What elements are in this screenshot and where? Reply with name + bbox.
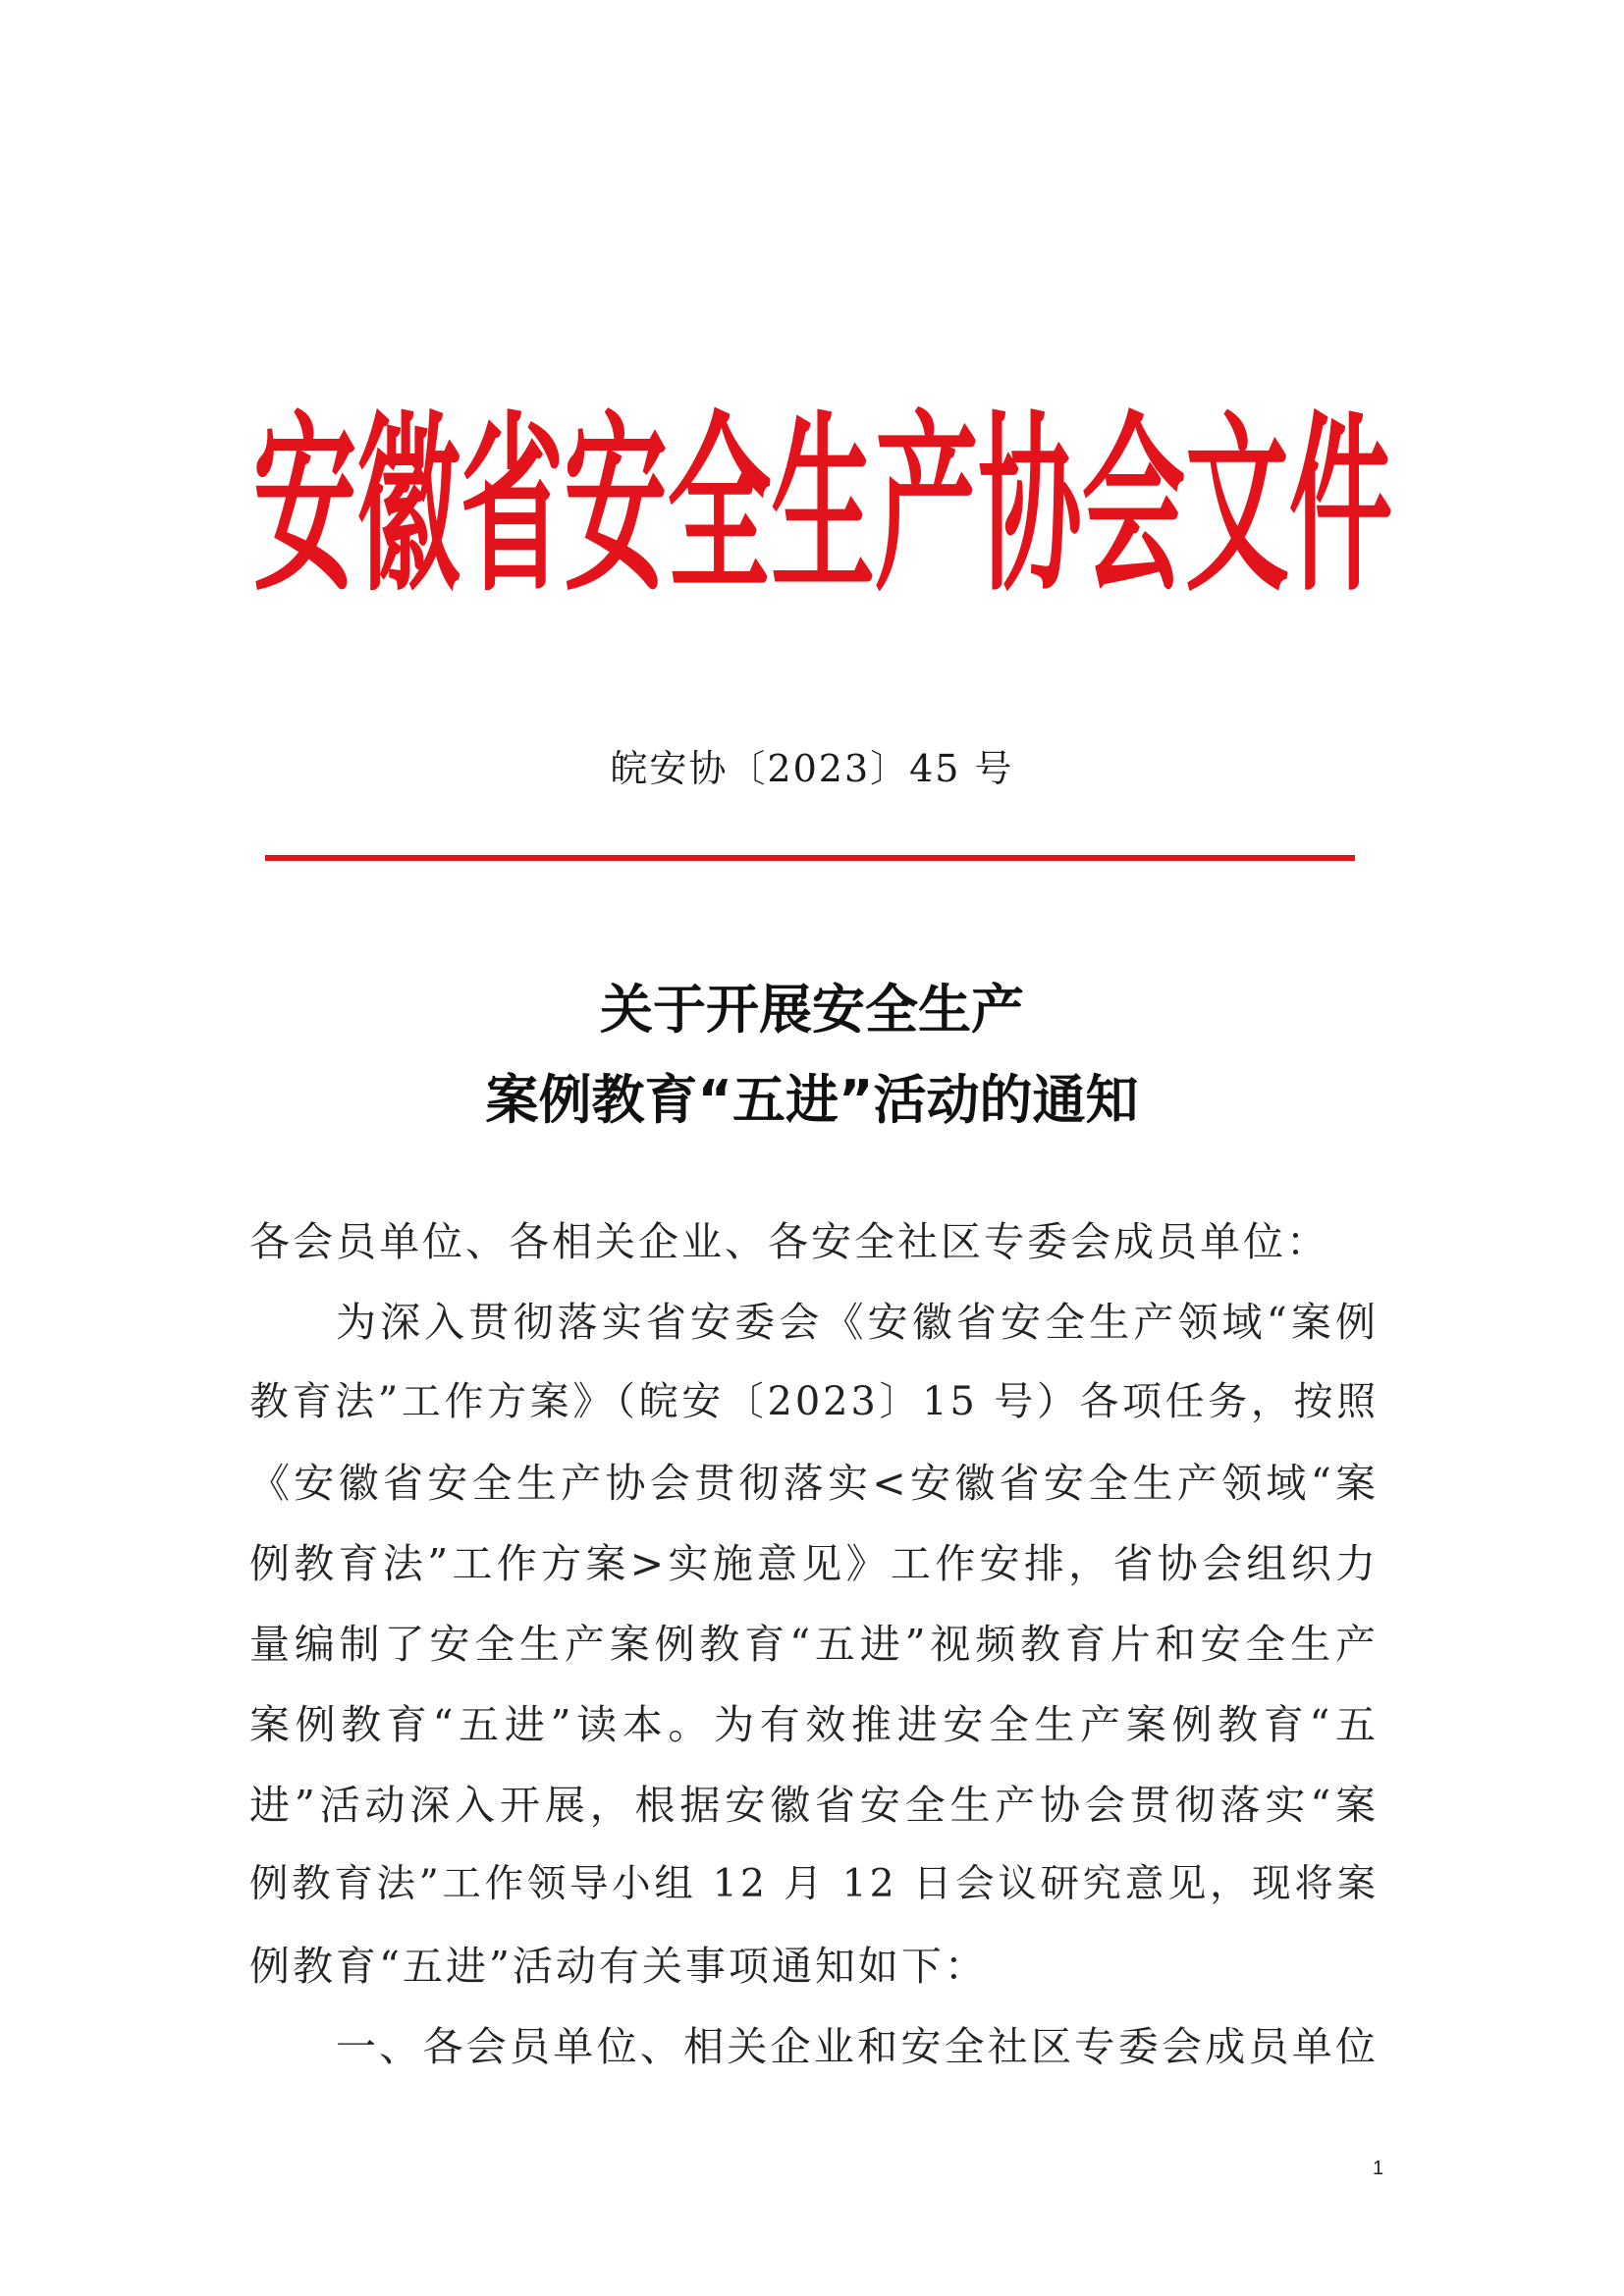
notice-title-line-2: 案例教育“五进”活动的通知 bbox=[485, 1069, 1139, 1131]
body-line: 为深入贯彻落实省安委会《安徽省安全生产领域“案例 bbox=[336, 1299, 1379, 1346]
body-line: 教育法”工作方案》（皖安〔2023〕15 号）各项任务，按照 bbox=[249, 1379, 1379, 1424]
body-line: 例教育“五进”活动有关事项通知如下： bbox=[249, 1943, 988, 1990]
page-number: 1 bbox=[1373, 2158, 1384, 2179]
salutation: 各会员单位、各相关企业、各安全社区专委会成员单位： bbox=[249, 1218, 1329, 1265]
body-line: 量编制了安全生产案例教育“五进”视频教育片和安全生产 bbox=[249, 1621, 1379, 1668]
document-number: 皖安协〔2023〕45 号 bbox=[610, 747, 1014, 790]
body-line: 案例教育“五进”读本。为有效推进安全生产案例教育“五 bbox=[249, 1701, 1379, 1748]
body-line: 例教育法”工作方案>实施意见》工作安排，省协会组织力 bbox=[249, 1540, 1379, 1587]
body-line: 《安徽省安全生产协会贯彻落实<安徽省安全生产领域“案 bbox=[249, 1460, 1379, 1507]
masthead-title: 安徽省安全生产协会文件 bbox=[252, 394, 1392, 617]
body-line: 进”活动深入开展，根据安徽省安全生产协会贯彻落实“案 bbox=[249, 1782, 1379, 1829]
red-divider-line bbox=[265, 855, 1355, 861]
body-line: 例教育法”工作领导小组 12 月 12 日会议研究意见，现将案 bbox=[249, 1861, 1379, 1906]
masthead bbox=[250, 388, 1394, 623]
notice-title-line-1: 关于开展安全生产 bbox=[600, 979, 1024, 1041]
section-heading-line: 一、各会员单位、相关企业和安全社区专委会成员单位 bbox=[336, 2023, 1379, 2070]
